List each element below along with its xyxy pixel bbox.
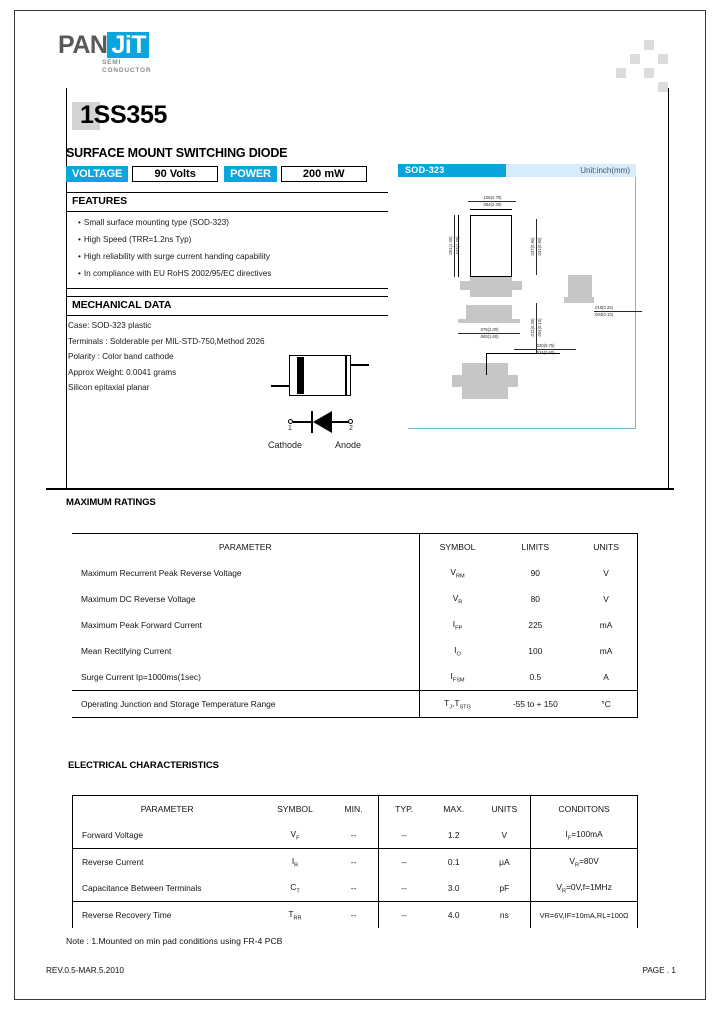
dimension-label: .030(0.75) .024(0.60) — [514, 343, 576, 355]
col-parameter: PARAMETER — [73, 796, 262, 823]
cell-limit: 225 — [528, 620, 543, 630]
cell-symbol: $I_R$ — [291, 855, 299, 869]
rating-bar — [66, 166, 373, 182]
col-conditions: CONDITONS — [531, 796, 638, 823]
logo-subtext — [102, 59, 188, 75]
cell-symbol: $I_O$ — [419, 638, 495, 664]
col-symbol: SYMBOL — [261, 796, 329, 823]
cell-unit: V — [575, 586, 637, 612]
pin-2-number: 2 — [349, 425, 353, 432]
cell-max: 4.0 — [447, 910, 460, 920]
cell-typ: -- — [379, 902, 429, 929]
feature-item: • In compliance with EU RoHS 2002/95/EC directives — [78, 269, 272, 278]
cell-parameter: Maximum Recurrent Peak Reverse Voltage — [81, 568, 242, 578]
table-row — [72, 664, 638, 691]
cell-symbol: $I_{FP}$ — [419, 612, 495, 638]
cell-symbol: $V_R$ — [419, 586, 495, 612]
features-title: FEATURES — [72, 195, 128, 207]
col-symbol: SYMBOL — [419, 534, 495, 561]
page-title: SURFACE MOUNT SWITCHING DIODE — [66, 146, 288, 160]
mech-top-rule — [66, 296, 388, 297]
col-units: UNITS — [575, 534, 637, 561]
logo-subtext-line1: SEMI — [102, 59, 122, 66]
anode-label: Anode — [335, 440, 362, 450]
max-ratings-table — [72, 533, 638, 718]
col-parameter: PARAMETER — [72, 534, 419, 561]
table-row — [72, 638, 638, 664]
dimension-label: .010(0.25) .004(0.10) — [594, 305, 642, 317]
table-row — [72, 586, 638, 612]
cell-parameter: Maximum Peak Forward Current — [81, 620, 203, 630]
package-lead-right — [510, 281, 522, 290]
mechanical-line: Case: SOD-323 plastic — [68, 321, 152, 330]
dimension-label: .079(2.00) .063(1.60) — [458, 327, 520, 339]
mechanical-line: Terminals : Solderable per MIL-STD-750,Method 2026 — [68, 336, 265, 346]
cell-min: -- — [329, 822, 379, 849]
cell-symbol: $V_{RM}$ — [419, 560, 495, 586]
cell-condition: $I_F=100mA$ — [531, 822, 638, 849]
cell-symbol: $V_F$ — [261, 822, 329, 849]
cell-parameter: Reverse Recovery Time — [73, 902, 262, 929]
cell-condition: VR=6V,IF=10mA,RL=100Ω — [531, 902, 638, 929]
mech-under-rule — [66, 315, 388, 316]
cell-parameter: Operating Junction and Storage Temperature Range — [72, 691, 419, 718]
package-endview-lead-left — [452, 375, 464, 387]
package-endview-body — [462, 363, 508, 399]
table-row — [73, 902, 638, 929]
decorative-squares — [630, 40, 670, 80]
cell-parameter: Mean Rectifying Current — [81, 646, 172, 656]
features-top-rule — [66, 192, 388, 193]
voltage-value: 90 Volts — [132, 166, 218, 182]
cell-symbol: $I_{FSM}$ — [419, 664, 495, 691]
right-vertical-rule — [668, 88, 669, 488]
col-units: UNITS — [479, 796, 531, 823]
cell-unit: μA — [499, 857, 510, 867]
dimension-label: .051(1.30) .047(1.20) — [448, 215, 460, 277]
cell-typ: -- — [379, 849, 429, 876]
cell-unit: mA — [575, 612, 637, 638]
package-topview-body — [470, 277, 512, 297]
cell-unit: ns — [499, 910, 509, 920]
table-row — [72, 691, 638, 718]
dimension-label: .106(2.70) .094(2.40) — [468, 195, 516, 207]
feature-item: • Small surface mounting type (SOD-323) — [78, 218, 230, 227]
page-number: PAGE . 1 — [642, 966, 676, 975]
col-max: MAX. — [429, 796, 479, 823]
power-label: POWER — [224, 166, 277, 182]
package-topview-outline — [470, 215, 512, 277]
cell-limit: -55 to + 150 — [495, 691, 575, 718]
feature-item: • High Speed (TRR=1.2ns Typ) — [78, 235, 192, 244]
cell-unit: V — [575, 560, 637, 586]
mechanical-list — [68, 318, 265, 396]
cell-parameter: Capacitance Between Terminals — [73, 875, 262, 902]
table-header-row — [72, 534, 638, 561]
features-list — [78, 214, 271, 282]
voltage-label: VOLTAGE — [66, 166, 128, 182]
table-header-row — [73, 796, 638, 823]
package-drawing-frame — [408, 177, 636, 429]
features-bottom-rule — [66, 288, 388, 289]
footnote: Note : 1.Mounted on min pad conditions using FR-4 PCB — [66, 936, 283, 946]
logo-pan-text: PAN — [58, 31, 108, 59]
cell-min: -- — [350, 857, 357, 867]
electrical-title: ELECTRICAL CHARACTERISTICS — [68, 760, 219, 771]
dimension-label: .012(0.30) .004(0.10) — [530, 303, 542, 353]
cell-typ: -- — [379, 822, 429, 849]
cell-limit: 100 — [528, 646, 543, 656]
package-name-tab: SOD-323 — [398, 164, 506, 177]
cell-max: 1.2 — [429, 822, 479, 849]
pin-1-number: 1 — [288, 425, 292, 432]
cell-symbol: $T_J,T_{STG}$ — [419, 691, 495, 718]
cell-min: -- — [329, 875, 379, 902]
cell-limit: 0.5 — [495, 664, 575, 691]
electrical-table — [72, 795, 638, 928]
package-bottom-lead — [458, 319, 520, 323]
table-row — [73, 875, 638, 902]
package-lead-left — [460, 281, 472, 290]
logo-wordmark — [58, 32, 188, 58]
mechanical-title: MECHANICAL DATA — [72, 299, 172, 311]
package-endview-lead-right — [506, 375, 518, 387]
features-under-rule — [66, 211, 388, 212]
package-sideview-lead — [564, 297, 594, 303]
cell-limit: 90 — [530, 568, 540, 578]
cell-limit: 80 — [530, 594, 540, 604]
cell-symbol: $T_{RR}$ — [288, 908, 302, 922]
cell-max: 0.1 — [447, 857, 460, 867]
cell-min: -- — [350, 910, 357, 920]
cell-unit: pF — [479, 875, 531, 902]
package-unit-note: Unit:inch(mm) — [506, 164, 636, 177]
logo-jit-text: JiT — [107, 32, 149, 58]
mechanical-line: Polarity : Color band cathode — [68, 352, 174, 361]
cell-symbol: $C_T$ — [261, 875, 329, 902]
feature-item: • High reliability with surge current handing capability — [78, 252, 271, 261]
col-min: MIN. — [329, 796, 379, 823]
dimension-label: .037(0.95) .031(0.80) — [530, 219, 542, 275]
col-limits: LIMITS — [495, 534, 575, 561]
panjit-logo — [58, 32, 188, 80]
cell-unit: °C — [575, 691, 637, 718]
cell-unit: mA — [575, 638, 637, 664]
cell-parameter: Maximum DC Reverse Voltage — [81, 594, 196, 604]
cathode-label: Cathode — [268, 440, 303, 450]
power-value: 200 mW — [281, 166, 367, 182]
cell-parameter: Reverse Current — [73, 849, 262, 876]
logo-subtext-line2: CONDUCTOR — [102, 67, 152, 74]
part-number: 1SS355 — [80, 101, 168, 129]
cell-unit: V — [479, 822, 531, 849]
cell-max: 3.0 — [429, 875, 479, 902]
cell-parameter: Forward Voltage — [73, 822, 262, 849]
table-row — [73, 822, 638, 849]
table-row — [72, 560, 638, 586]
cell-unit: A — [575, 664, 637, 691]
cell-parameter: Surge Current Ip=1000ms(1sec) — [72, 664, 419, 691]
section-divider — [46, 488, 674, 490]
cell-condition: $V_R=80V$ — [531, 849, 638, 876]
revision-text: REV.0.5-MAR.5.2010 — [46, 966, 124, 975]
mechanical-line: Approx Weight: 0.0041 grams — [68, 367, 177, 377]
table-row — [73, 849, 638, 876]
max-ratings-title: MAXIMUM RATINGS — [66, 497, 156, 508]
package-outline-panel — [398, 164, 636, 432]
table-row — [72, 612, 638, 638]
mechanical-line: Silicon epitaxial planar — [68, 383, 150, 392]
col-typ: TYP. — [379, 796, 429, 823]
cell-condition: $V_R=0V,f=1MHz$ — [531, 875, 638, 902]
cell-typ: -- — [379, 875, 429, 902]
